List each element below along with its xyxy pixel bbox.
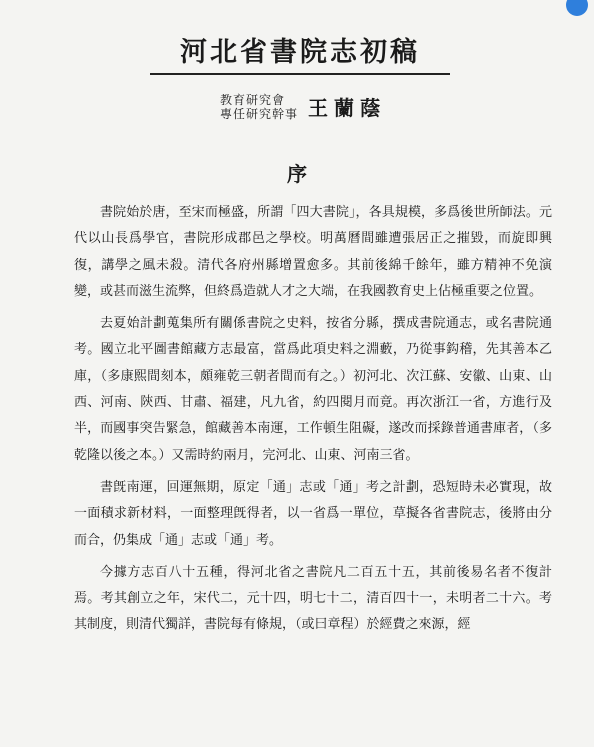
section-title: 序 [287, 162, 307, 186]
author-role-2: 專任研究幹事 [220, 106, 299, 121]
body-text [74, 200, 552, 645]
author-block [220, 92, 386, 121]
author-roles [220, 93, 298, 121]
document-title: 河北省書院志初稿 [150, 30, 450, 75]
paragraph-3: 書旣南運，回運無期，原定「通」志或「通」考之計劃，恐短時未必實現，故一面積求新材料，一面整理旣得者，以一省爲一單位，草擬各省書院志，後將由分而合，仍集成「通」志或「通」考。 [74, 479, 552, 548]
author-name: 王蘭蔭 [308, 96, 387, 120]
paragraph-2: 去夏始計劃蒐集所有關係書院之史料，按省分縣，撰成書院通志，或名書院通考。國立北平圖書館藏方志最富，當爲此項史料之淵藪，乃從事鈎稽，先其善本乙庫，（多康熙間刻本，頗雍乾三朝者間而有之。）初河北、次江蘇、安徽、山東、山西、河南、陝西、甘肅、福建，凡九省，約四閱月而竟。再次浙江一省，方進行及半，而國事突告緊急，館藏善本南運，工作頓生阻礙，遂改而採錄普通書庫者，（多乾隆以後之本。）又需時約兩月，完河北、山東、河南三省。 [74, 316, 552, 463]
paragraph-4: 今據方志百八十五種，得河北省之書院凡二百五十五，其前後易名者不復計焉。考其創立之年，宋代二，元十四，明七十二，清百四十一，未明者二十六。考其制度，則清代獨詳，書院每有條規，（或曰章程）於經費之來源，經 [74, 564, 552, 633]
paragraph-1: 書院始於唐，至宋而極盛，所謂「四大書院」，各具規模，多爲後世所師法。元代以山長爲學官，書院形成郡邑之學校。明萬曆間雖遭張居正之摧毀，而旋即興復，講學之風未殺。清代各府州縣增置愈多。其前後綿千餘年，雖方精神不免演變，或甚而滋生流弊，但終爲造就人才之大端，在我國教育史上佔極重要之位置。 [74, 205, 552, 299]
author-role-1: 教育研究會 [220, 92, 286, 107]
corner-badge [566, 0, 588, 16]
